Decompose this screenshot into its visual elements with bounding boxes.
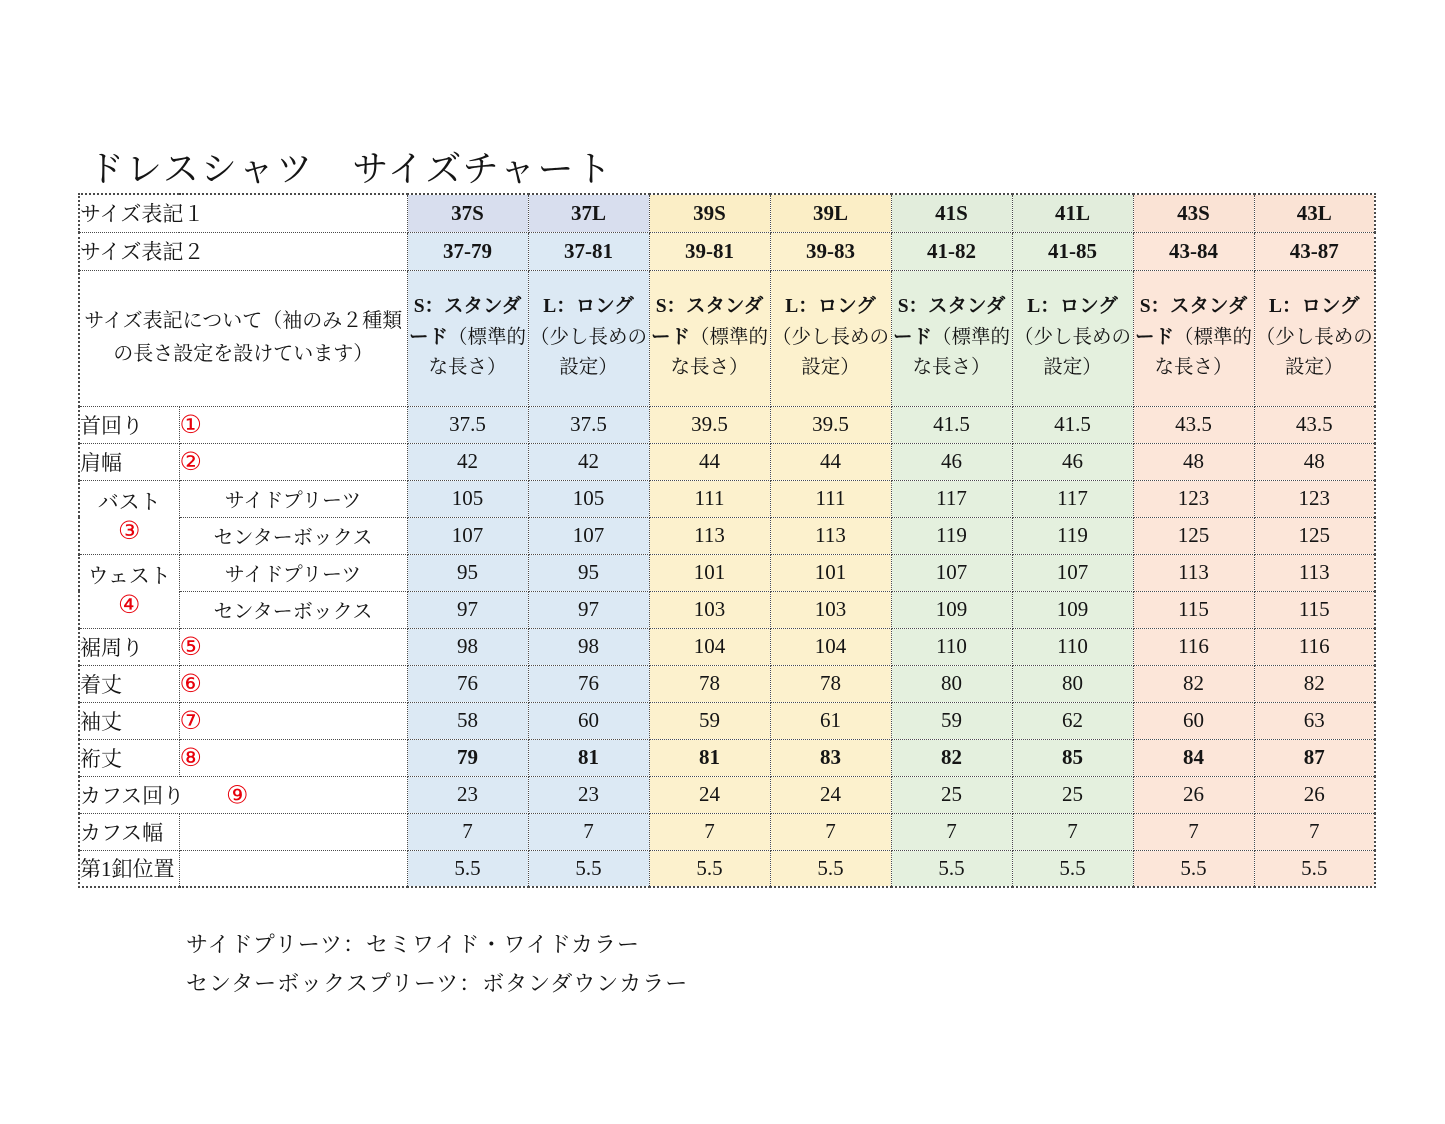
value-cell: 5.5 xyxy=(1133,850,1254,887)
value-cell: 24 xyxy=(770,776,891,813)
value-cell: 103 xyxy=(770,591,891,628)
value-cell: 5.5 xyxy=(407,850,528,887)
value-cell: 23 xyxy=(528,776,649,813)
value-cell: 82 xyxy=(1133,665,1254,702)
pleat-type-cell: センターボックス xyxy=(179,591,407,628)
value-cell: 7 xyxy=(1133,813,1254,850)
value-cell: 41.5 xyxy=(1012,406,1133,443)
value-cell: 117 xyxy=(1012,480,1133,517)
size-desc-cell xyxy=(1133,270,1254,406)
pleat-type-cell: センターボックス xyxy=(179,517,407,554)
value-cell: 79 xyxy=(407,739,528,776)
value-cell: 43.5 xyxy=(1254,406,1375,443)
group-label: ウェスト xyxy=(87,563,171,588)
value-cell: 117 xyxy=(891,480,1012,517)
size-desc-bold: S：スタンダード xyxy=(650,295,764,348)
value-cell: 82 xyxy=(1254,665,1375,702)
circled-number: ⑦ xyxy=(179,705,202,735)
value-cell: 60 xyxy=(528,702,649,739)
value-cell: 39.5 xyxy=(770,406,891,443)
value-cell: 76 xyxy=(528,665,649,702)
value-cell: 42 xyxy=(528,443,649,480)
value-cell: 109 xyxy=(891,591,1012,628)
size-desc-rest: （標準的な長さ） xyxy=(428,326,527,379)
footnotes xyxy=(186,925,688,1003)
size1-header-cell: 43L xyxy=(1254,194,1375,232)
value-cell: 80 xyxy=(1012,665,1133,702)
circled-number-cell xyxy=(179,665,407,702)
circled-number: ⑤ xyxy=(179,631,202,661)
row-label: カフス回り xyxy=(80,783,185,808)
value-cell: 125 xyxy=(1133,517,1254,554)
value-cell: 97 xyxy=(407,591,528,628)
value-cell: 7 xyxy=(528,813,649,850)
row-label-cell: 裄丈 xyxy=(79,739,179,776)
circled-number: ③ xyxy=(118,516,141,545)
size2-cell: 43-84 xyxy=(1133,232,1254,270)
value-cell: 24 xyxy=(649,776,770,813)
row-label-cell: 第1釦位置 xyxy=(79,850,179,887)
size-desc-bold: S：スタンダード xyxy=(1134,295,1248,348)
row-label-cell: カフス幅 xyxy=(79,813,179,850)
value-cell: 125 xyxy=(1254,517,1375,554)
size1-header-cell: 41L xyxy=(1012,194,1133,232)
value-cell: 78 xyxy=(770,665,891,702)
value-cell: 97 xyxy=(528,591,649,628)
value-cell: 116 xyxy=(1133,628,1254,665)
size2-cell: 41-82 xyxy=(891,232,1012,270)
value-cell: 110 xyxy=(891,628,1012,665)
circled-number: ⑧ xyxy=(179,742,202,772)
value-cell: 81 xyxy=(649,739,770,776)
value-cell: 41.5 xyxy=(891,406,1012,443)
value-cell: 110 xyxy=(1012,628,1133,665)
size1-header-cell: 43S xyxy=(1133,194,1254,232)
circled-number: ② xyxy=(179,446,202,476)
value-cell: 113 xyxy=(1133,554,1254,591)
value-cell: 105 xyxy=(528,480,649,517)
value-cell: 78 xyxy=(649,665,770,702)
size-desc-rest: （少し長めの設定） xyxy=(529,326,647,379)
size-desc-rest: （少し長めの設定） xyxy=(1013,326,1131,379)
size-desc-bold: L：ロング xyxy=(1027,295,1118,317)
size-desc-bold: S：スタンダード xyxy=(408,295,522,348)
value-cell: 123 xyxy=(1254,480,1375,517)
value-cell: 37.5 xyxy=(407,406,528,443)
value-cell: 119 xyxy=(891,517,1012,554)
size2-cell: 37-81 xyxy=(528,232,649,270)
value-cell: 44 xyxy=(770,443,891,480)
pleat-type-cell: サイドプリーツ xyxy=(179,480,407,517)
value-cell: 59 xyxy=(649,702,770,739)
group-label: バスト xyxy=(97,489,161,514)
value-cell: 107 xyxy=(528,517,649,554)
value-cell: 76 xyxy=(407,665,528,702)
size1-header-cell: 39L xyxy=(770,194,891,232)
row-label-cell: 首回り xyxy=(79,406,179,443)
value-cell: 85 xyxy=(1012,739,1133,776)
size2-cell: 39-83 xyxy=(770,232,891,270)
value-cell: 104 xyxy=(770,628,891,665)
value-cell: 58 xyxy=(407,702,528,739)
value-cell: 26 xyxy=(1254,776,1375,813)
group-label-cell xyxy=(79,480,179,554)
circled-number-cell xyxy=(179,702,407,739)
value-cell: 5.5 xyxy=(649,850,770,887)
value-cell: 23 xyxy=(407,776,528,813)
size1-header-cell: 41S xyxy=(891,194,1012,232)
size2-cell: 41-85 xyxy=(1012,232,1133,270)
value-cell: 119 xyxy=(1012,517,1133,554)
size-desc-cell xyxy=(528,270,649,406)
value-cell: 7 xyxy=(649,813,770,850)
value-cell: 62 xyxy=(1012,702,1133,739)
value-cell: 7 xyxy=(891,813,1012,850)
circled-number: ④ xyxy=(118,590,141,619)
value-cell: 5.5 xyxy=(1254,850,1375,887)
row-label-cell: 裾周り xyxy=(79,628,179,665)
value-cell: 39.5 xyxy=(649,406,770,443)
circled-number-cell xyxy=(179,628,407,665)
value-cell: 98 xyxy=(528,628,649,665)
size-desc-cell xyxy=(891,270,1012,406)
value-cell: 5.5 xyxy=(528,850,649,887)
value-cell: 5.5 xyxy=(770,850,891,887)
circled-number: ① xyxy=(179,409,202,439)
size1-header-cell: 39S xyxy=(649,194,770,232)
value-cell: 103 xyxy=(649,591,770,628)
row-label-cell: 肩幅 xyxy=(79,443,179,480)
size-desc-bold: L：ロング xyxy=(543,295,634,317)
size-notation-1-label: サイズ表記１ xyxy=(79,194,407,232)
size2-cell: 43-87 xyxy=(1254,232,1375,270)
value-cell: 5.5 xyxy=(891,850,1012,887)
value-cell: 43.5 xyxy=(1133,406,1254,443)
row-label-cell xyxy=(79,776,407,813)
value-cell: 25 xyxy=(1012,776,1133,813)
value-cell: 60 xyxy=(1133,702,1254,739)
size-desc-bold: L：ロング xyxy=(1268,295,1360,317)
size-desc-cell xyxy=(770,270,891,406)
value-cell: 95 xyxy=(528,554,649,591)
size-notation-2-label: サイズ表記２ xyxy=(79,232,407,270)
value-cell: 81 xyxy=(528,739,649,776)
value-cell: 113 xyxy=(1254,554,1375,591)
size2-cell: 39-81 xyxy=(649,232,770,270)
size-desc-bold: S：スタンダード xyxy=(892,295,1006,348)
value-cell: 107 xyxy=(407,517,528,554)
circled-number: ⑥ xyxy=(179,668,202,698)
pleat-type-cell: サイドプリーツ xyxy=(179,554,407,591)
value-cell: 48 xyxy=(1133,443,1254,480)
value-cell: 98 xyxy=(407,628,528,665)
value-cell: 116 xyxy=(1254,628,1375,665)
size-chart-table xyxy=(78,193,1376,888)
size-desc-cell xyxy=(1254,270,1375,406)
value-cell: 84 xyxy=(1133,739,1254,776)
value-cell: 5.5 xyxy=(1012,850,1133,887)
value-cell: 87 xyxy=(1254,739,1375,776)
size-desc-rest: （標準的な長さ） xyxy=(1154,326,1253,379)
value-cell: 104 xyxy=(649,628,770,665)
size-notation-about-cell: サイズ表記について（袖のみ２種類の長さ設定を設けています） xyxy=(79,270,407,406)
value-cell: 7 xyxy=(770,813,891,850)
page-title: ドレスシャツ サイズチャート xyxy=(88,149,614,189)
size-desc-rest: （少し長めの設定） xyxy=(1255,326,1373,379)
size-desc-cell xyxy=(407,270,528,406)
value-cell: 105 xyxy=(407,480,528,517)
size-desc-rest: （標準的な長さ） xyxy=(670,326,769,379)
value-cell: 37.5 xyxy=(528,406,649,443)
value-cell: 80 xyxy=(891,665,1012,702)
size2-cell: 37-79 xyxy=(407,232,528,270)
size-desc-bold: L：ロング xyxy=(785,295,876,317)
value-cell: 44 xyxy=(649,443,770,480)
circled-number-cell xyxy=(179,443,407,480)
size-desc-rest: （少し長めの設定） xyxy=(771,326,889,379)
value-cell: 42 xyxy=(407,443,528,480)
value-cell: 113 xyxy=(770,517,891,554)
circled-number-cell xyxy=(179,406,407,443)
value-cell: 115 xyxy=(1133,591,1254,628)
value-cell: 59 xyxy=(891,702,1012,739)
value-cell: 61 xyxy=(770,702,891,739)
value-cell: 48 xyxy=(1254,443,1375,480)
footnote-side-pleats: サイドプリーツ：セミワイド・ワイドカラー xyxy=(186,932,641,957)
size1-header-cell: 37L xyxy=(528,194,649,232)
value-cell: 7 xyxy=(407,813,528,850)
value-cell: 46 xyxy=(1012,443,1133,480)
size1-header-cell: 37S xyxy=(407,194,528,232)
value-cell: 82 xyxy=(891,739,1012,776)
value-cell: 109 xyxy=(1012,591,1133,628)
group-label-cell xyxy=(79,554,179,628)
value-cell: 115 xyxy=(1254,591,1375,628)
value-cell: 7 xyxy=(1012,813,1133,850)
circled-number-cell xyxy=(179,850,407,887)
value-cell: 63 xyxy=(1254,702,1375,739)
value-cell: 101 xyxy=(649,554,770,591)
circled-number-cell xyxy=(179,739,407,776)
value-cell: 95 xyxy=(407,554,528,591)
value-cell: 101 xyxy=(770,554,891,591)
table-body xyxy=(79,194,1375,887)
value-cell: 113 xyxy=(649,517,770,554)
size-desc-rest: （標準的な長さ） xyxy=(912,326,1011,379)
value-cell: 46 xyxy=(891,443,1012,480)
value-cell: 26 xyxy=(1133,776,1254,813)
value-cell: 111 xyxy=(649,480,770,517)
value-cell: 107 xyxy=(891,554,1012,591)
value-cell: 111 xyxy=(770,480,891,517)
value-cell: 7 xyxy=(1254,813,1375,850)
circled-number-cell xyxy=(179,813,407,850)
size-desc-cell xyxy=(649,270,770,406)
footnote-center-box-pleats: センターボックスプリーツ：ボタンダウンカラー xyxy=(186,971,689,996)
value-cell: 107 xyxy=(1012,554,1133,591)
row-label-cell: 袖丈 xyxy=(79,702,179,739)
circled-number: ⑨ xyxy=(226,780,249,809)
row-label-cell: 着丈 xyxy=(79,665,179,702)
size-desc-cell xyxy=(1012,270,1133,406)
value-cell: 83 xyxy=(770,739,891,776)
value-cell: 123 xyxy=(1133,480,1254,517)
value-cell: 25 xyxy=(891,776,1012,813)
